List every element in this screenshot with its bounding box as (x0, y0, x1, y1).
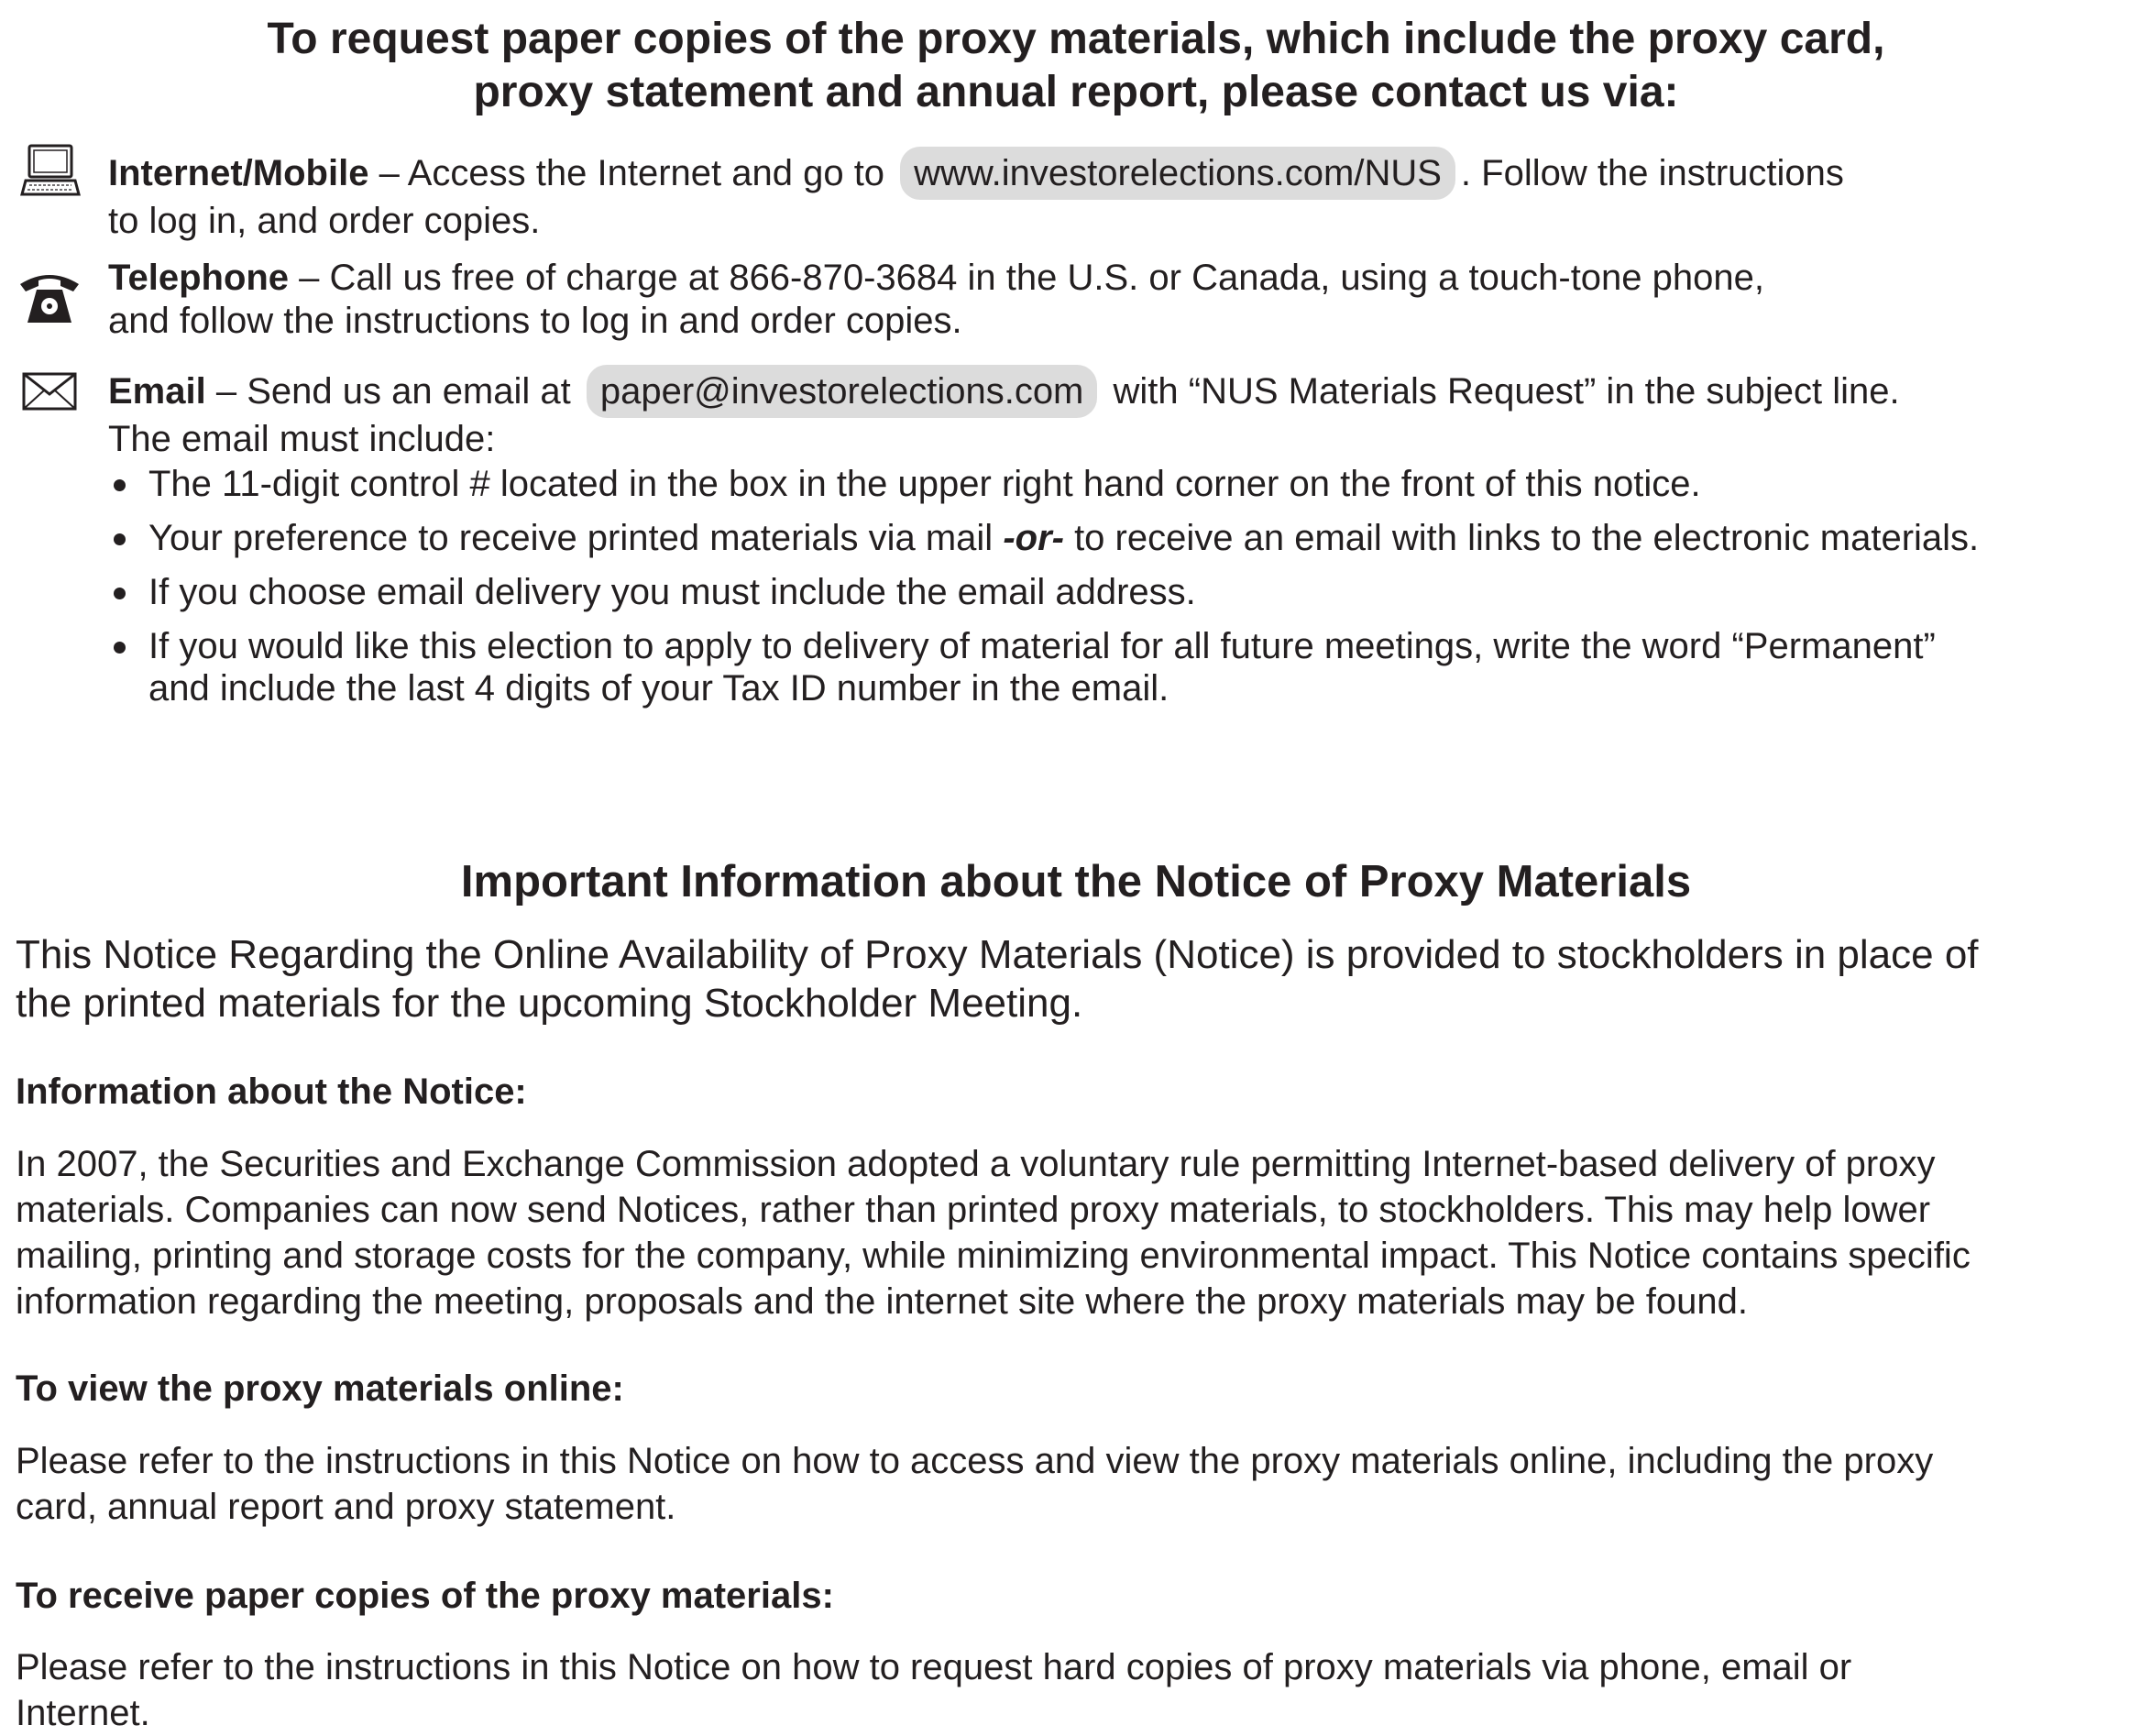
list-item (108, 571, 2134, 613)
internet-line2: to log in, and order copies. (108, 201, 541, 241)
email-method (108, 365, 2134, 461)
para-line: card, annual report and proxy statement. (16, 1487, 676, 1527)
envelope-icon (22, 372, 77, 411)
intro-line1: This Notice Regarding the Online Availability of Proxy Materials (Notice) is provided to stockholders in place of (16, 932, 1979, 977)
email-line1 (108, 365, 2134, 418)
computer-icon (20, 143, 81, 202)
telephone-line2: and follow the instructions to log in and order copies. (108, 301, 962, 341)
internet-method (108, 147, 2134, 243)
para-line: mailing, printing and storage costs for the company, while minimizing environmental impact. This Notice contains specific (16, 1236, 1971, 1276)
email-line2: The email must include: (108, 419, 496, 459)
request-heading-line2: proxy statement and annual report, please contact us via: (473, 68, 1679, 116)
bullet-text: If you choose email delivery you must include the email address. (148, 572, 1196, 612)
bullet-text-line2: and include the last 4 digits of your Tax ID number in the email. (148, 668, 1169, 709)
view-online-heading: To view the proxy materials online: (16, 1368, 624, 1409)
para-line: Internet. (16, 1693, 150, 1733)
telephone-line1 (108, 257, 2134, 300)
telephone-method (108, 257, 2134, 343)
para-line: Please refer to the instructions in this Notice on how to request hard copies of proxy materials via phone, email or (16, 1647, 1852, 1687)
bullet-or-emphasis: -or- (1003, 518, 1064, 558)
internet-url-link[interactable]: www.investorelections.com/NUS (900, 147, 1455, 200)
telephone-label: Telephone (108, 258, 290, 298)
bullet-dot (114, 533, 126, 545)
list-item (108, 517, 2134, 559)
receive-paper-heading: To receive paper copies of the proxy materials: (16, 1576, 834, 1616)
bullet-text-after: to receive an email with links to the electronic materials. (1063, 518, 1980, 558)
bullet-text: The 11-digit control # located in the box in the upper right hand corner on the front of this notice. (148, 464, 1701, 504)
list-item (108, 625, 2134, 709)
info-notice-heading: Information about the Notice: (16, 1071, 527, 1112)
request-heading-line1: To request paper copies of the proxy materials, which include the proxy card, (267, 15, 1885, 63)
bullet-dot (114, 479, 126, 491)
para-line: materials. Companies can now send Notices, rather than printed proxy materials, to stockholders. This may help lower (16, 1190, 1931, 1230)
email-text-after: with “NUS Materials Request” in the subject line. (1103, 371, 1900, 412)
internet-text-after: . Follow the instructions (1460, 153, 1844, 193)
intro-line2: the printed materials for the upcoming Stockholder Meeting. (16, 981, 1083, 1026)
bullet-text-line1: If you would like this election to apply to delivery of material for all future meetings, write the word “Permanent” (148, 626, 1936, 666)
telephone-text: – Call us free of charge at 866-870-3684 in the U.S. or Canada, using a touch-tone phone, (289, 258, 1765, 298)
view-online-paragraph (16, 1438, 2142, 1530)
email-text-before: – Send us an email at (205, 371, 581, 412)
bullet-dot (114, 588, 126, 599)
bullet-text-before: Your preference to receive printed materials via mail (148, 518, 1004, 558)
important-intro (16, 930, 2142, 1027)
info-notice-paragraph (16, 1141, 2142, 1324)
para-line: In 2007, the Securities and Exchange Commission adopted a voluntary rule permitting Internet-based delivery of proxy (16, 1144, 1936, 1184)
important-heading: Important Information about the Notice of Proxy Materials (460, 857, 1692, 906)
list-item (108, 463, 2134, 505)
receive-paper-paragraph (16, 1644, 2142, 1736)
internet-line1 (108, 147, 2134, 200)
email-label: Email (108, 371, 206, 412)
para-line: Please refer to the instructions in this Notice on how to access and view the proxy materials online, including the proxy (16, 1441, 1934, 1481)
internet-text-before: – Access the Internet and go to (368, 153, 895, 193)
email-requirements-list (108, 463, 2134, 721)
bullet-dot (114, 642, 126, 654)
para-line: information regarding the meeting, proposals and the internet site where the proxy materials may be found. (16, 1281, 1748, 1322)
internet-label: Internet/Mobile (108, 153, 369, 193)
telephone-icon (18, 266, 81, 326)
request-heading (0, 13, 2152, 119)
email-address-link[interactable]: paper@investorelections.com (587, 365, 1098, 418)
